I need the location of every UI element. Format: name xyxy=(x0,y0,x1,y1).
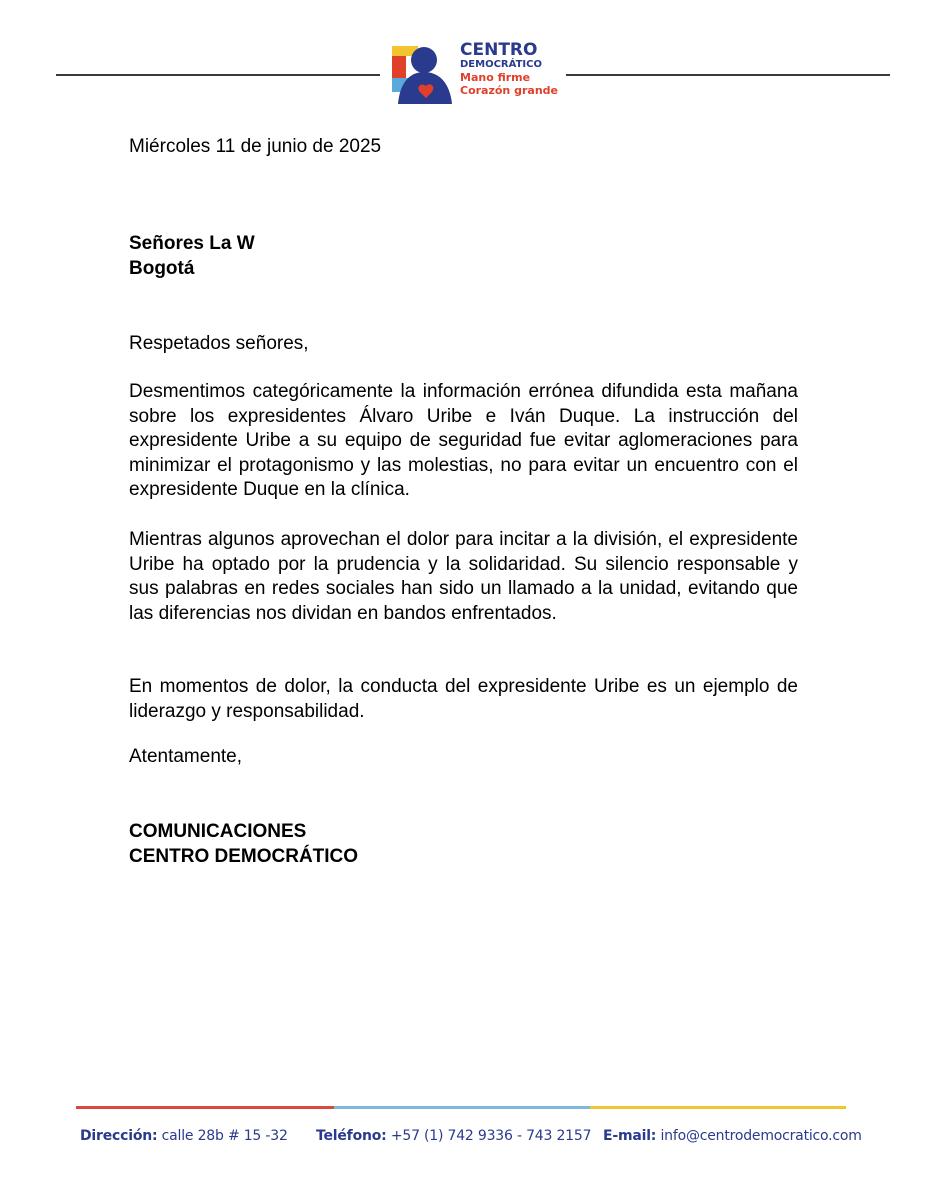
signature-organization: CENTRO DEMOCRÁTICO xyxy=(129,845,359,867)
letter-paragraph-1: Desmentimos categóricamente la información errónea difundida esta mañana sobre los expresidentes Álvaro Uribe e Iván Duque. La instrucción del expresidente Uribe a su equipo de seguridad fue evitar aglomeraciones para minimizar el protagonismo y las molestias, no para evitar un encuentro con el expresidente Duque en la clínica. xyxy=(129,381,798,500)
letter-closing: Atentamente, xyxy=(129,746,243,767)
header-rule-right xyxy=(566,74,890,76)
footer-phone-label: Teléfono: xyxy=(316,1128,387,1144)
centro-democratico-logo xyxy=(390,42,560,108)
footer-phone-value: +57 (1) 742 9336 - 743 2157 xyxy=(390,1128,592,1144)
letter-signature xyxy=(129,820,798,869)
footer-address-label: Dirección: xyxy=(80,1128,158,1144)
logo-slogan-line2: Corazón grande xyxy=(460,84,558,97)
letter-date: Miércoles 11 de junio de 2025 xyxy=(129,136,382,157)
logo-figure-icon xyxy=(390,42,456,104)
letter-paragraph-2: Mientras algunos aprovechan el dolor para incitar a la división, el expresidente Uribe ha optado por la prudencia y la solidaridad. Su silencio responsable y sus palabras en redes sociales han sido un llamado a la unidad, evitando que las diferencias nos dividan en bandos enfrentados. xyxy=(129,529,798,624)
letter-paragraph-3: En momentos de dolor, la conducta del expresidente Uribe es un ejemplo de liderazgo y responsabilidad. xyxy=(129,676,798,722)
footer-email-label: E-mail: xyxy=(603,1128,657,1144)
header-rule-left xyxy=(56,74,380,76)
letter-greeting: Respetados señores, xyxy=(129,333,309,354)
footer-bar-red xyxy=(76,1106,334,1109)
footer-email-value[interactable]: info@centrodemocratico.com xyxy=(660,1128,862,1144)
logo-slogan-line1: Mano firme xyxy=(460,71,531,84)
footer-bar-yellow xyxy=(590,1106,846,1109)
logo-subname: DEMOCRÁTICO xyxy=(460,59,542,70)
footer-address-value: calle 28b # 15 -32 xyxy=(161,1128,288,1144)
recipient-name: Señores La W xyxy=(129,233,255,254)
footer-bar-blue xyxy=(334,1106,590,1109)
signature-department: COMUNICACIONES xyxy=(129,821,307,842)
logo-name: CENTRO xyxy=(460,40,538,60)
letter-recipient xyxy=(129,232,798,281)
recipient-city: Bogotá xyxy=(129,257,195,279)
